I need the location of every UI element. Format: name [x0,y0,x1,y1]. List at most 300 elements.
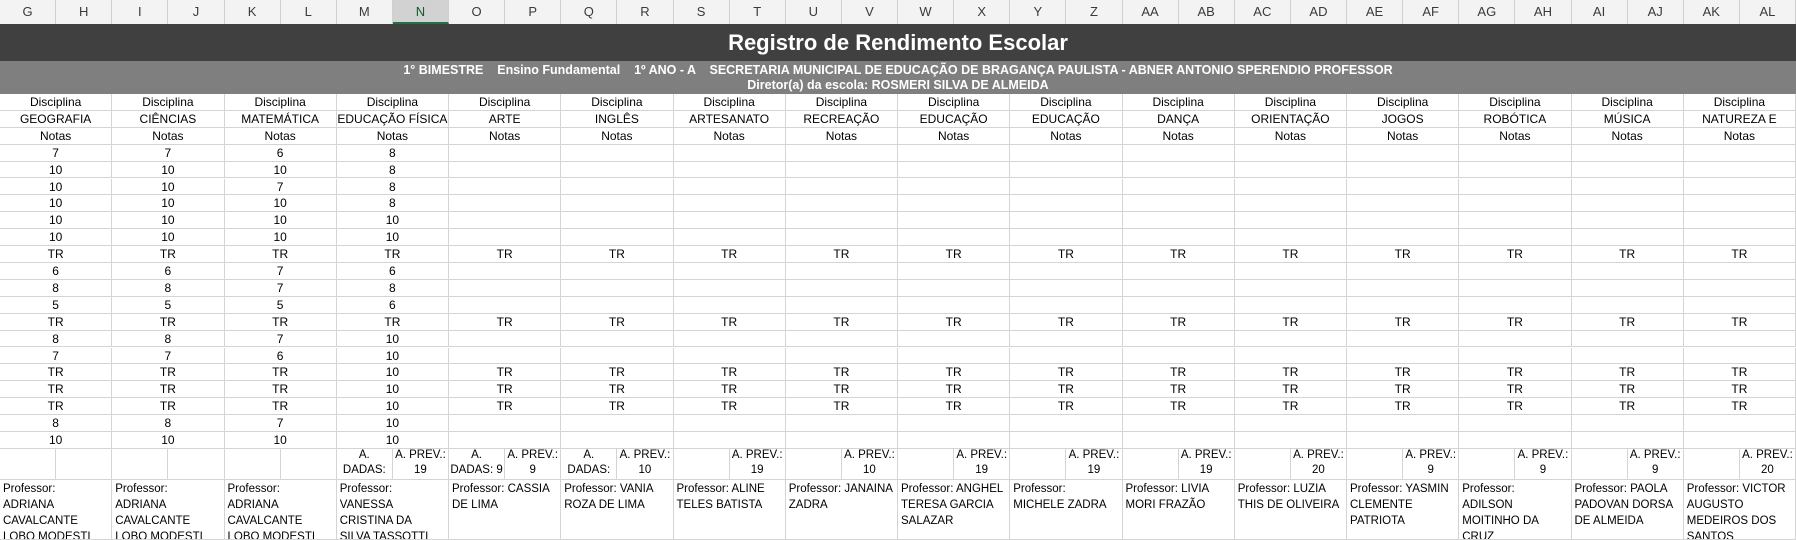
grade-cell[interactable]: TR [112,381,224,398]
grade-cell[interactable] [561,229,673,246]
grade-cell[interactable] [1010,297,1122,314]
grade-cell[interactable]: TR [112,246,224,263]
discipline-name[interactable]: MÚSICA [1572,111,1684,128]
grade-cell[interactable] [898,348,1010,365]
grade-cell[interactable] [1123,162,1235,179]
grade-cell[interactable] [786,415,898,432]
notes-label[interactable]: Notas [1347,128,1459,145]
aulas-dadas-cell[interactable] [1572,448,1628,480]
grade-cell[interactable] [1235,415,1347,432]
professor-cell[interactable]: Professor: JANAINA ZADRA [786,480,898,540]
grade-cell[interactable] [561,415,673,432]
grade-cell[interactable] [561,263,673,280]
grade-cell[interactable]: TR [1235,314,1347,331]
grade-cell[interactable] [1572,195,1684,212]
grade-cell[interactable] [1684,331,1796,348]
aulas-dadas-cell[interactable]: A. DADAS: [337,448,393,480]
grade-cell[interactable]: TR [449,381,561,398]
grade-cell[interactable]: TR [1572,381,1684,398]
grade-cell[interactable]: 8 [0,331,112,348]
discipline-name[interactable]: NATUREZA E [1684,111,1796,128]
grade-cell[interactable] [786,348,898,365]
aulas-dadas-cell[interactable] [225,448,281,480]
column-header-ai[interactable]: AI [1572,0,1628,24]
grade-cell[interactable]: TR [674,398,786,415]
grade-cell[interactable]: TR [561,246,673,263]
grade-cell[interactable]: TR [674,314,786,331]
grade-cell[interactable]: TR [0,398,112,415]
discipline-name[interactable]: EDUCAÇÃO [898,111,1010,128]
grade-cell[interactable]: 10 [0,179,112,196]
grade-cell[interactable] [1010,145,1122,162]
notes-label[interactable]: Notas [1459,128,1571,145]
grade-cell[interactable]: TR [225,314,337,331]
aulas-previstas-cell[interactable]: A. PREV.: 19 [730,448,786,480]
column-header-aj[interactable]: AJ [1628,0,1684,24]
grade-cell[interactable] [674,212,786,229]
grade-cell[interactable] [674,179,786,196]
grade-cell[interactable] [1235,179,1347,196]
column-header-ab[interactable]: AB [1179,0,1235,24]
grade-cell[interactable] [1235,432,1347,449]
aulas-previstas-cell[interactable]: A. PREV.: 20 [1291,448,1347,480]
grade-cell[interactable] [1010,263,1122,280]
professor-cell[interactable]: Professor: ADRIANA CAVALCANTE LOBO MODESTI [225,480,337,540]
grade-cell[interactable]: 8 [112,280,224,297]
grade-cell[interactable] [1572,280,1684,297]
grade-cell[interactable] [898,432,1010,449]
grade-cell[interactable]: 10 [337,331,449,348]
column-header-y[interactable]: Y [1010,0,1066,24]
grade-cell[interactable]: TR [1010,381,1122,398]
grade-cell[interactable]: TR [1123,364,1235,381]
grade-cell[interactable] [1572,212,1684,229]
grade-cell[interactable]: 7 [225,280,337,297]
professor-cell[interactable]: Professor: ADRIANA CAVALCANTE LOBO MODESTI [0,480,112,540]
column-header-af[interactable]: AF [1403,0,1459,24]
aulas-dadas-cell[interactable] [898,448,954,480]
grade-cell[interactable] [1010,432,1122,449]
grade-cell[interactable] [898,263,1010,280]
aulas-dadas-cell[interactable] [112,448,168,480]
grade-cell[interactable]: 10 [112,229,224,246]
grade-cell[interactable]: TR [1572,246,1684,263]
grade-cell[interactable] [674,229,786,246]
professor-cell[interactable]: Professor: LUZIA THIS DE OLIVEIRA [1235,480,1347,540]
aulas-previstas-cell[interactable] [281,448,337,480]
grade-cell[interactable] [1010,229,1122,246]
professor-cell[interactable]: Professor: VICTOR AUGUSTO MEDEIROS DOS SANTOS [1684,480,1796,540]
grade-cell[interactable] [1684,162,1796,179]
grade-cell[interactable]: TR [1347,246,1459,263]
grade-cell[interactable] [449,280,561,297]
grade-cell[interactable]: TR [1459,246,1571,263]
discipline-name[interactable]: EDUCAÇÃO FÍSICA [337,111,448,126]
aulas-previstas-cell[interactable]: A. PREV.: 19 [1179,448,1235,480]
aulas-previstas-cell[interactable]: A. PREV.: 9 [1403,448,1459,480]
notes-label[interactable]: Notas [1235,128,1347,145]
aulas-dadas-cell[interactable] [674,448,730,480]
grade-cell[interactable] [561,179,673,196]
grade-cell[interactable]: TR [1123,246,1235,263]
grade-cell[interactable]: TR [674,364,786,381]
grade-cell[interactable]: 10 [0,195,112,212]
grade-cell[interactable] [449,229,561,246]
grade-cell[interactable] [1010,212,1122,229]
column-header-s[interactable]: S [674,0,730,24]
grade-cell[interactable] [898,229,1010,246]
grade-cell[interactable] [1347,195,1459,212]
aulas-dadas-cell[interactable] [786,448,842,480]
grade-cell[interactable]: 7 [112,348,224,365]
grade-cell[interactable] [1684,348,1796,365]
grade-cell[interactable] [1123,263,1235,280]
aulas-dadas-cell[interactable]: A. DADAS: [561,448,617,480]
grade-cell[interactable] [1347,212,1459,229]
grade-cell[interactable]: 8 [337,179,449,196]
grade-cell[interactable] [1684,145,1796,162]
grade-cell[interactable]: TR [0,364,112,381]
grade-cell[interactable] [1347,348,1459,365]
grade-cell[interactable]: 10 [337,432,449,449]
grade-cell[interactable]: 8 [337,145,449,162]
grade-cell[interactable]: 10 [225,162,337,179]
grade-cell[interactable]: TR [0,246,112,263]
notes-label[interactable]: Notas [1572,128,1684,145]
aulas-dadas-cell[interactable] [1010,448,1066,480]
grade-cell[interactable] [449,415,561,432]
grade-cell[interactable]: TR [898,246,1010,263]
grade-cell[interactable] [1684,212,1796,229]
grade-cell[interactable] [1684,297,1796,314]
column-header-j[interactable]: J [168,0,224,24]
aulas-previstas-cell[interactable]: A. PREV.: 19 [1066,448,1122,480]
grade-cell[interactable] [1459,179,1571,196]
grade-cell[interactable] [449,179,561,196]
professor-cell[interactable]: Professor: MICHELE ZADRA [1010,480,1122,540]
grade-cell[interactable] [786,229,898,246]
aulas-previstas-cell[interactable]: A. PREV.: 19 [393,448,449,480]
grade-cell[interactable] [1235,195,1347,212]
grade-cell[interactable]: TR [225,364,337,381]
column-header-al[interactable]: AL [1740,0,1796,24]
grade-cell[interactable]: 7 [225,415,337,432]
grade-cell[interactable] [449,145,561,162]
grade-cell[interactable] [449,195,561,212]
grade-cell[interactable] [561,297,673,314]
grade-cell[interactable] [898,212,1010,229]
grade-cell[interactable]: TR [1459,398,1571,415]
column-header-ad[interactable]: AD [1291,0,1347,24]
professor-cell[interactable]: Professor: ADRIANA CAVALCANTE LOBO MODESTI [112,480,224,540]
professor-cell[interactable]: Professor: ADILSON MOITINHO DA CRUZ [1459,480,1571,540]
discipline-name[interactable]: GEOGRAFIA [0,111,112,128]
grade-cell[interactable] [1235,280,1347,297]
grade-cell[interactable] [786,162,898,179]
grade-cell[interactable]: 7 [225,263,337,280]
grade-cell[interactable]: 7 [0,145,112,162]
discipline-name[interactable]: ARTE [449,111,561,128]
grade-cell[interactable] [674,162,786,179]
grade-cell[interactable]: TR [1572,314,1684,331]
grade-cell[interactable] [1684,415,1796,432]
discipline-name[interactable]: EDUCAÇÃO [1010,111,1122,128]
grade-cell[interactable]: 10 [337,229,449,246]
grade-cell[interactable] [1235,162,1347,179]
grade-cell[interactable]: TR [112,364,224,381]
grade-cell[interactable]: 10 [225,212,337,229]
discipline-label[interactable]: Disciplina [1235,94,1347,111]
grade-cell[interactable] [1684,432,1796,449]
grade-cell[interactable] [898,280,1010,297]
grade-cell[interactable] [786,432,898,449]
grade-cell[interactable] [1123,432,1235,449]
column-header-t[interactable]: T [730,0,786,24]
grade-cell[interactable] [1010,195,1122,212]
discipline-label[interactable]: Disciplina [1123,94,1235,111]
grade-cell[interactable]: 5 [112,297,224,314]
column-header-z[interactable]: Z [1066,0,1122,24]
notes-label[interactable]: Notas [786,128,898,145]
grade-cell[interactable] [1572,297,1684,314]
column-header-l[interactable]: L [281,0,337,24]
discipline-name[interactable]: ORIENTAÇÃO [1235,111,1347,128]
grade-cell[interactable]: 10 [0,432,112,449]
grade-cell[interactable] [1572,179,1684,196]
aulas-dadas-cell[interactable] [1235,448,1291,480]
notes-label[interactable]: Notas [449,128,561,145]
subtitle-band[interactable] [0,61,1796,94]
professor-cell[interactable]: Professor: PAOLA PADOVAN DORSA DE ALMEIDA [1572,480,1684,540]
grade-cell[interactable]: TR [1123,398,1235,415]
grade-cell[interactable] [449,348,561,365]
grade-cell[interactable] [1572,229,1684,246]
aulas-previstas-cell[interactable]: A. PREV.: 9 [1515,448,1571,480]
grade-cell[interactable]: 10 [337,381,449,398]
grade-cell[interactable]: 5 [0,297,112,314]
grade-cell[interactable] [561,432,673,449]
column-header-r[interactable]: R [617,0,673,24]
grade-cell[interactable]: 10 [337,398,449,415]
grade-cell[interactable]: 8 [112,331,224,348]
column-header-i[interactable]: I [112,0,168,24]
grade-cell[interactable] [1010,179,1122,196]
grade-cell[interactable]: TR [1010,364,1122,381]
grade-cell[interactable]: 10 [225,195,337,212]
discipline-label[interactable]: Disciplina [674,94,786,111]
discipline-label[interactable]: Disciplina [1572,94,1684,111]
grade-cell[interactable]: TR [225,381,337,398]
grade-cell[interactable] [1572,263,1684,280]
discipline-label[interactable]: Disciplina [225,94,337,111]
grade-cell[interactable] [1123,348,1235,365]
grade-cell[interactable] [1347,229,1459,246]
notes-label[interactable]: Notas [1010,128,1122,145]
discipline-label[interactable]: Disciplina [337,94,449,111]
grade-cell[interactable]: TR [449,314,561,331]
grade-cell[interactable]: 6 [0,263,112,280]
grade-cell[interactable]: TR [337,246,449,263]
grade-cell[interactable]: TR [674,246,786,263]
grade-cell[interactable] [674,297,786,314]
grade-cell[interactable]: TR [1459,314,1571,331]
grade-cell[interactable]: TR [786,381,898,398]
discipline-label[interactable]: Disciplina [0,94,112,111]
discipline-label[interactable]: Disciplina [898,94,1010,111]
grade-cell[interactable] [1123,297,1235,314]
grade-cell[interactable] [1347,179,1459,196]
grade-cell[interactable]: TR [561,381,673,398]
grade-cell[interactable]: TR [112,314,224,331]
grade-cell[interactable] [674,145,786,162]
grade-cell[interactable]: TR [898,364,1010,381]
grade-cell[interactable] [1123,195,1235,212]
grade-cell[interactable]: TR [1010,314,1122,331]
grade-cell[interactable] [1235,263,1347,280]
grade-cell[interactable] [1123,145,1235,162]
grade-cell[interactable] [674,348,786,365]
grade-cell[interactable] [1123,229,1235,246]
grade-cell[interactable] [449,212,561,229]
grade-cell[interactable] [1572,331,1684,348]
grade-cell[interactable]: TR [898,314,1010,331]
grade-cell[interactable]: TR [1123,381,1235,398]
grade-cell[interactable]: TR [1347,364,1459,381]
column-header-aa[interactable]: AA [1123,0,1179,24]
grade-cell[interactable]: TR [786,398,898,415]
grade-cell[interactable] [1010,415,1122,432]
grade-cell[interactable]: 10 [112,432,224,449]
column-header-m[interactable]: M [337,0,393,24]
grade-cell[interactable] [1459,195,1571,212]
grade-cell[interactable]: TR [1010,246,1122,263]
grade-cell[interactable]: 6 [225,145,337,162]
discipline-name[interactable]: ARTESANATO [674,111,786,128]
grade-cell[interactable] [1123,179,1235,196]
column-header-n[interactable]: N [393,0,449,24]
grade-cell[interactable] [1459,348,1571,365]
grade-cell[interactable] [1010,280,1122,297]
grade-cell[interactable]: TR [786,364,898,381]
grade-cell[interactable] [1459,331,1571,348]
grade-cell[interactable]: TR [0,381,112,398]
grade-cell[interactable]: TR [449,364,561,381]
grade-cell[interactable]: 6 [112,263,224,280]
aulas-previstas-cell[interactable]: A. PREV.: 10 [617,448,673,480]
grade-cell[interactable]: 10 [337,415,449,432]
grade-cell[interactable]: TR [674,381,786,398]
grade-cell[interactable] [786,331,898,348]
grade-cell[interactable] [1684,195,1796,212]
column-header-ah[interactable]: AH [1515,0,1571,24]
grade-cell[interactable] [1459,432,1571,449]
grade-cell[interactable]: TR [786,314,898,331]
grade-cell[interactable] [674,331,786,348]
grade-cell[interactable]: 10 [112,162,224,179]
grade-cell[interactable]: 8 [337,162,449,179]
grade-cell[interactable] [1347,145,1459,162]
grade-cell[interactable] [1572,145,1684,162]
sheet-title[interactable]: Registro de Rendimento Escolar [0,24,1796,61]
grade-cell[interactable]: 10 [337,348,449,365]
aulas-dadas-cell[interactable] [1123,448,1179,480]
notes-label[interactable]: Notas [112,128,224,145]
grade-cell[interactable] [449,331,561,348]
notes-label[interactable]: Notas [561,128,673,145]
grade-cell[interactable]: TR [1459,364,1571,381]
grade-cell[interactable]: 8 [112,415,224,432]
grade-cell[interactable] [1459,280,1571,297]
grade-cell[interactable] [1347,415,1459,432]
grade-cell[interactable] [1572,432,1684,449]
column-header-x[interactable]: X [954,0,1010,24]
column-header-ak[interactable]: AK [1684,0,1740,24]
grade-cell[interactable]: TR [561,364,673,381]
grade-cell[interactable] [1459,415,1571,432]
grade-cell[interactable] [1123,331,1235,348]
grade-cell[interactable]: TR [561,314,673,331]
grade-cell[interactable]: 7 [112,145,224,162]
grade-cell[interactable]: 7 [0,348,112,365]
column-header-g[interactable]: G [0,0,56,24]
grade-cell[interactable] [898,162,1010,179]
grade-cell[interactable] [1572,348,1684,365]
grade-cell[interactable]: 10 [0,229,112,246]
column-header-w[interactable]: W [898,0,954,24]
discipline-label[interactable]: Disciplina [112,94,224,111]
column-header-q[interactable]: Q [561,0,617,24]
discipline-name[interactable]: INGLÊS [561,111,673,128]
grade-cell[interactable]: TR [449,246,561,263]
grade-cell[interactable] [1459,297,1571,314]
grade-cell[interactable]: 10 [0,212,112,229]
notes-label[interactable]: Notas [1684,128,1796,145]
notes-label[interactable]: Notas [337,128,449,145]
notes-label[interactable]: Notas [898,128,1010,145]
discipline-name[interactable]: RECREAÇÃO [786,111,898,128]
grade-cell[interactable] [1010,331,1122,348]
aulas-dadas-cell[interactable] [1347,448,1403,480]
grade-cell[interactable]: TR [0,314,112,331]
aulas-previstas-cell[interactable]: A. PREV.: 9 [505,448,561,480]
grade-cell[interactable]: 7 [225,179,337,196]
grade-cell[interactable] [1684,179,1796,196]
discipline-name[interactable]: CIÊNCIAS [112,111,224,128]
grade-cell[interactable] [674,195,786,212]
grade-cell[interactable] [1572,162,1684,179]
grade-cell[interactable]: TR [1235,398,1347,415]
grade-cell[interactable] [1459,229,1571,246]
grade-cell[interactable] [674,280,786,297]
discipline-label[interactable]: Disciplina [449,94,561,111]
professor-cell[interactable]: Professor: VANESSA CRISTINA DA SILVA TASSOTTI [337,480,449,540]
professor-cell[interactable]: Professor: YASMIN CLEMENTE PATRIOTA [1347,480,1459,540]
professor-cell[interactable]: Professor: ALINE TELES BATISTA [674,480,786,540]
discipline-name[interactable]: MATEMÁTICA [225,111,337,128]
grade-cell[interactable] [1684,263,1796,280]
grade-cell[interactable] [786,195,898,212]
grade-cell[interactable]: TR [561,398,673,415]
notes-label[interactable]: Notas [225,128,337,145]
grade-cell[interactable] [561,145,673,162]
grade-cell[interactable] [1459,162,1571,179]
aulas-previstas-cell[interactable] [168,448,224,480]
grade-cell[interactable] [1459,212,1571,229]
grade-cell[interactable] [898,331,1010,348]
grade-cell[interactable]: TR [225,246,337,263]
grade-cell[interactable]: TR [1347,398,1459,415]
aulas-dadas-cell[interactable]: A. DADAS: 9 [449,448,505,480]
